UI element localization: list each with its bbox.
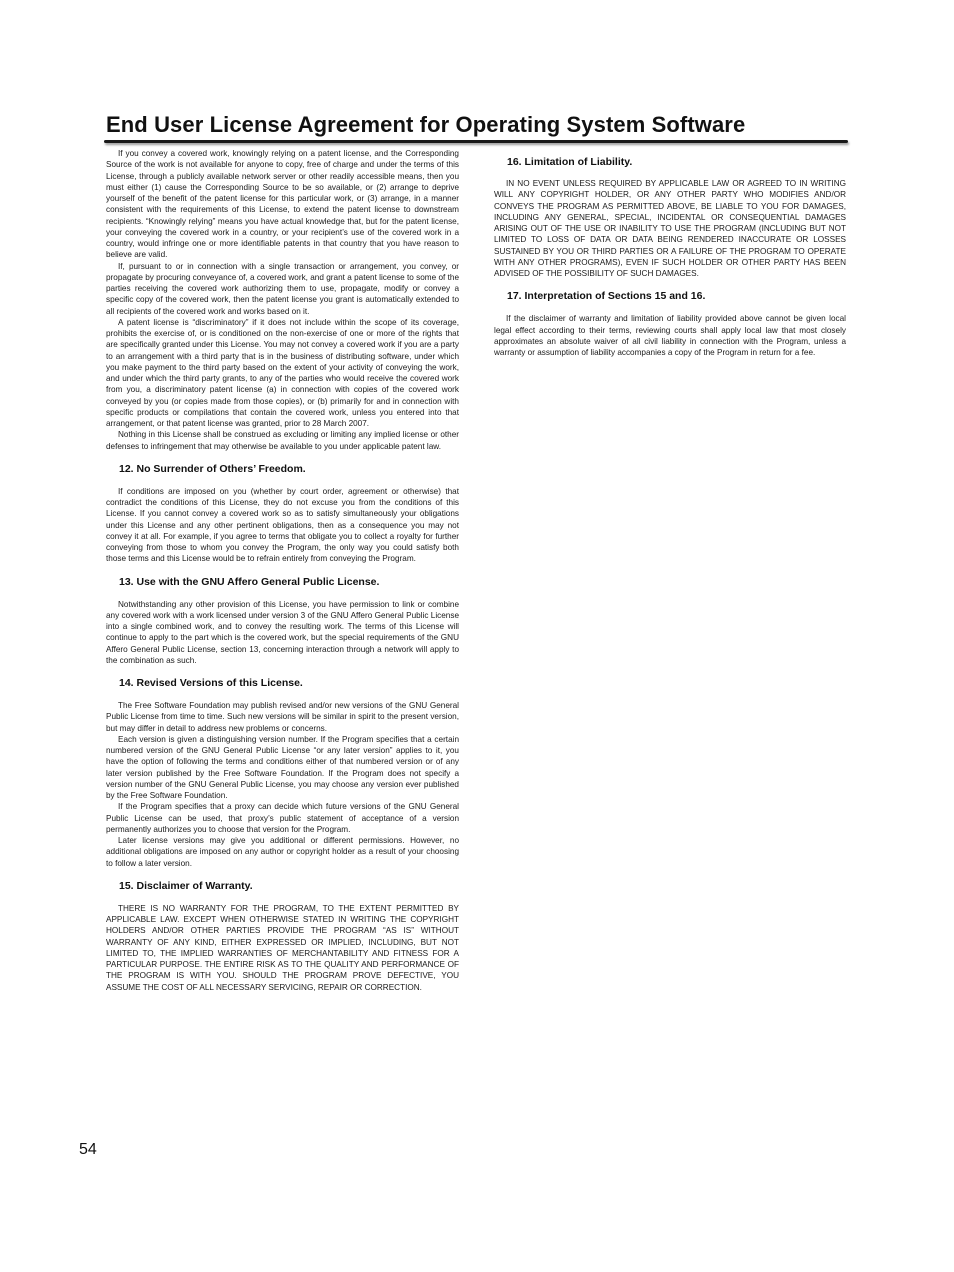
body-paragraph: If conditions are imposed on you (whether by court order, agreement or otherwise) that contradict the conditions of this License, they do not excuse you from the conditions of this License. If you cannot convey a covered work so as to satisfy simultaneously your obligations under this License and any other pertinent obligations, then as a consequence you may not convey it at all. For example, if you agree to terms that obligate you to collect a royalty for further conveying from those to whom you convey the Program, the only way you could satisfy both those terms and this License would be to refrain entirely from conveying the Program. <box>106 486 459 564</box>
body-paragraph: Notwithstanding any other provision of this License, you have permission to link or combine any covered work with a work licensed under version 3 of the GNU Affero General Public License into a single combined work, and to convey the resulting work. The terms of this License will continue to apply to the part which is the covered work, but the special requirements of the GNU Affero General Public License, section 13, concerning interaction through a network will apply to the combination as such. <box>106 599 459 665</box>
page-number: 54 <box>79 1141 97 1158</box>
body-paragraph: If, pursuant to or in connection with a single transaction or arrangement, you convey, or propagate by procuring conveyance of, a covered work, and grant a patent license to some of the parties receiving the covered work authorizing them to use, propagate, modify or convey a specific copy of the covered work, then the patent license you grant is automatically extended to all recipients of the covered work and works based on it. <box>106 261 459 316</box>
body-paragraph: If the disclaimer of warranty and limitation of liability provided above cannot be given local legal effect according to their terms, reviewing courts shall apply local law that most closely approximates an absolute waiver of all civil liability in connection with the Program, unless a warranty or assumption of liability accompanies a copy of the Program in return for a fee. <box>494 314 846 357</box>
section-16-heading: 16. Limitation of Liability. <box>507 156 633 168</box>
body-paragraph: A patent license is “discriminatory” if it does not include within the scope of its coverage, prohibits the exercise of, or is conditioned on the non-exercise of one or more of the rights that are specifically granted under this License. You may not convey a covered work if you are a party to an arrangement with a third party that is in the business of distributing software, under which you make payment to the third party based on the extent of your activity of conveying the work, and under which the third party grants, to any of the parties who would receive the covered work from you, a discriminatory patent license (a) in connection with copies of the covered work conveyed by you (or copies made from those copies), or (b) primarily for and in connection with specific products or compilations that contain the covered work, unless you entered into that arrangement, or that patent license was granted, prior to 28 March 2007. <box>106 317 459 428</box>
section-15-heading: 15. Disclaimer of Warranty. <box>119 879 253 892</box>
left-column <box>106 148 459 993</box>
body-paragraph: Each version is given a distinguishing version number. If the Program specifies that a certain numbered version of the GNU General Public License “or any later version” applies to it, you have the option of following the terms and conditions either of that numbered version or of any later version published by the Free Software Foundation. If the Program does not specify a version number of the GNU General Public License, you may choose any version ever published by the Free Software Foundation. <box>106 734 459 800</box>
body-paragraph: If the Program specifies that a proxy can decide which future versions of the GNU General Public License can be used, that proxy’s public statement of acceptance of a version permanently authorizes you to choose that version for the Program. <box>106 802 459 834</box>
body-paragraph: If you convey a covered work, knowingly relying on a patent license, and the Corresponding Source of the work is not available for anyone to copy, free of charge and under the terms of this License, through a publicly available network server or other readily accessible means, then you must either (1) cause the Corresponding Source to be so available, or (2) arrange to deprive yourself of the benefit of the patent license for this particular work, or (3) arrange, in a manner consistent with the requirements of this License, to extend the patent license to downstream recipients. “Knowingly relying” means you have actual knowledge that, but for the patent license, your conveying the covered work in a country, or your recipient’s use of the covered work in a country, would infringe one or more identifiable patents in that country that you have reason to believe are valid. <box>106 149 459 260</box>
body-paragraph: THERE IS NO WARRANTY FOR THE PROGRAM, TO THE EXTENT PERMITTED BY APPLICABLE LAW. EXCEPT WHEN OTHERWISE STATED IN WRITING THE COPYRIGHT HOLDERS AND/OR OTHER PARTIES PROVIDE THE PROGRAM “AS IS” WITHOUT WARRANTY OF ANY KIND, EITHER EXPRESSED OR IMPLIED, INCLUDING, BUT NOT LIMITED TO, THE IMPLIED WARRANTIES OF MERCHANTABILITY AND FITNESS FOR A PARTICULAR PURPOSE. THE ENTIRE RISK AS TO THE QUALITY AND PERFORMANCE OF THE PROGRAM IS WITH YOU. SHOULD THE PROGRAM PROVE DEFECTIVE, YOU ASSUME THE COST OF ALL NECESSARY SERVICING, REPAIR OR CORRECTION. <box>106 903 459 992</box>
section-13-heading: 13. Use with the GNU Affero General Public License. <box>119 575 380 588</box>
body-paragraph: Later license versions may give you additional or different permissions. However, no additional obligations are imposed on any author or copyright holder as a result of your choosing to follow a later version. <box>106 836 459 868</box>
body-paragraph: The Free Software Foundation may publish revised and/or new versions of the GNU General Public License from time to time. Such new versions will be similar in spirit to the present version, but may differ in detail to address new problems or concerns. <box>106 701 459 733</box>
page-title: End User License Agreement for Operating System Software <box>106 112 746 137</box>
body-paragraph: IN NO EVENT UNLESS REQUIRED BY APPLICABLE LAW OR AGREED TO IN WRITING WILL ANY COPYRIGHT HOLDER, OR ANY OTHER PARTY WHO MODIFIES AND/OR CONVEYS THE PROGRAM AS PERMITTED ABOVE, BE LIABLE TO YOU FOR DAMAGES, INCLUDING ANY GENERAL, SPECIAL, INCIDENTAL OR CONSEQUENTIAL DAMAGES ARISING OUT OF THE USE OR INABILITY TO USE THE PROGRAM (INCLUDING BUT NOT LIMITED TO LOSS OF DATA OR DATA BEING RENDERED INACCURATE OR LOSSES SUSTAINED BY YOU OR THIRD PARTIES OR A FAILURE OF THE PROGRAM TO OPERATE WITH ANY OTHER PROGRAMS), EVEN IF SUCH HOLDER OR OTHER PARTY HAS BEEN ADVISED OF THE POSSIBILITY OF SUCH DAMAGES. <box>494 179 846 278</box>
right-column <box>494 155 846 358</box>
title-rule <box>104 140 848 143</box>
body-paragraph: Nothing in this License shall be construed as excluding or limiting any implied license or other defenses to infringement that may otherwise be available to you under applicable patent law. <box>106 430 459 451</box>
section-14-heading: 14. Revised Versions of this License. <box>119 677 303 689</box>
section-12-heading: 12. No Surrender of Others’ Freedom. <box>119 462 306 475</box>
section-17-heading: 17. Interpretation of Sections 15 and 16. <box>507 290 706 303</box>
